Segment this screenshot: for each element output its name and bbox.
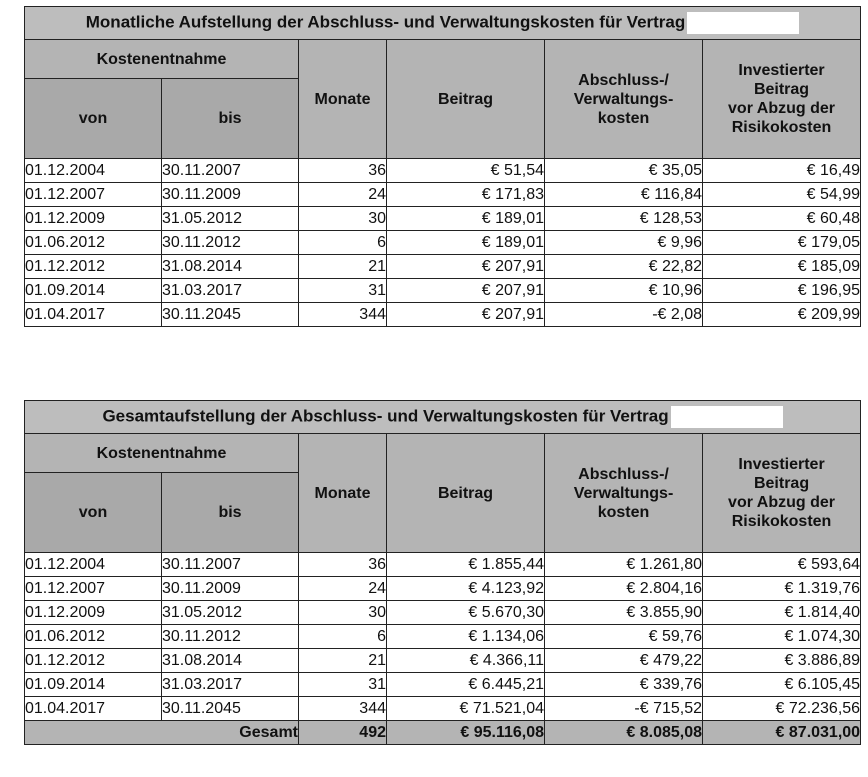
cell-abschluss: € 479,22 <box>545 649 703 673</box>
cell-abschluss: € 9,96 <box>545 231 703 255</box>
cell-abschluss: € 2.804,16 <box>545 577 703 601</box>
cell-abschluss: € 35,05 <box>545 159 703 183</box>
cell-bis: 30.11.2012 <box>162 231 299 255</box>
cell-von: 01.09.2014 <box>25 279 162 303</box>
cell-monate: 6 <box>299 625 387 649</box>
cell-abschluss: € 116,84 <box>545 183 703 207</box>
cell-monate: 24 <box>299 183 387 207</box>
cell-von: 01.12.2012 <box>25 649 162 673</box>
header-monate: Monate <box>299 434 387 553</box>
cell-investiert: € 593,64 <box>703 553 861 577</box>
cell-beitrag: € 4.123,92 <box>387 577 545 601</box>
sum-investiert: € 87.031,00 <box>703 721 861 745</box>
cell-beitrag: € 6.445,21 <box>387 673 545 697</box>
header-bis: bis <box>162 473 299 553</box>
sum-label: Gesamt <box>25 721 299 745</box>
cell-monate: 21 <box>299 649 387 673</box>
cell-bis: 31.08.2014 <box>162 255 299 279</box>
cell-bis: 30.11.2045 <box>162 303 299 327</box>
cell-bis: 31.05.2012 <box>162 207 299 231</box>
table-row <box>25 649 861 673</box>
cell-von: 01.12.2007 <box>25 577 162 601</box>
cell-von: 01.06.2012 <box>25 625 162 649</box>
cell-von: 01.09.2014 <box>25 673 162 697</box>
monthly-title: Monatliche Aufstellung der Abschluss- und Verwaltungskosten für Vertrag <box>85 12 686 32</box>
cell-abschluss: € 339,76 <box>545 673 703 697</box>
cell-beitrag: € 4.366,11 <box>387 649 545 673</box>
cell-investiert: € 1.814,40 <box>703 601 861 625</box>
cell-beitrag: € 207,91 <box>387 303 545 327</box>
total-title: Gesamtaufstellung der Abschluss- und Verwaltungskosten für Vertrag <box>102 406 669 426</box>
cell-abschluss: € 1.261,80 <box>545 553 703 577</box>
total-sum-row <box>25 721 861 745</box>
cell-beitrag: € 1.855,44 <box>387 553 545 577</box>
header-kostenentnahme: Kostenentnahme <box>25 434 299 473</box>
cell-bis: 31.03.2017 <box>162 279 299 303</box>
cell-von: 01.12.2004 <box>25 159 162 183</box>
cell-beitrag: € 189,01 <box>387 231 545 255</box>
table-title <box>25 401 861 434</box>
cell-von: 01.12.2009 <box>25 207 162 231</box>
table-row <box>25 577 861 601</box>
header-beitrag: Beitrag <box>387 40 545 159</box>
cell-bis: 31.05.2012 <box>162 601 299 625</box>
cell-investiert: € 72.236,56 <box>703 697 861 721</box>
cell-bis: 30.11.2007 <box>162 159 299 183</box>
cell-monate: 31 <box>299 279 387 303</box>
cell-abschluss: € 22,82 <box>545 255 703 279</box>
table-row <box>25 159 861 183</box>
cell-bis: 30.11.2009 <box>162 183 299 207</box>
cell-von: 01.12.2007 <box>25 183 162 207</box>
table-row <box>25 231 861 255</box>
total-cost-table <box>24 400 861 745</box>
cell-abschluss: € 3.855,90 <box>545 601 703 625</box>
table-row <box>25 673 861 697</box>
cell-beitrag: € 5.670,30 <box>387 601 545 625</box>
header-bis: bis <box>162 79 299 159</box>
cell-bis: 31.03.2017 <box>162 673 299 697</box>
cell-investiert: € 1.074,30 <box>703 625 861 649</box>
header-investiert: Investierter Beitrag vor Abzug der Risikokosten <box>703 40 861 159</box>
cell-investiert: € 3.886,89 <box>703 649 861 673</box>
table-row <box>25 697 861 721</box>
cell-beitrag: € 71.521,04 <box>387 697 545 721</box>
cell-investiert: € 179,05 <box>703 231 861 255</box>
cell-beitrag: € 207,91 <box>387 255 545 279</box>
cell-von: 01.04.2017 <box>25 697 162 721</box>
cell-investiert: € 60,48 <box>703 207 861 231</box>
sum-beitrag: € 95.116,08 <box>387 721 545 745</box>
cell-beitrag: € 51,54 <box>387 159 545 183</box>
table-row <box>25 279 861 303</box>
table-row <box>25 553 861 577</box>
cell-beitrag: € 207,91 <box>387 279 545 303</box>
header-beitrag: Beitrag <box>387 434 545 553</box>
table-row <box>25 625 861 649</box>
cell-von: 01.06.2012 <box>25 231 162 255</box>
table-title <box>25 7 861 40</box>
cell-investiert: € 1.319,76 <box>703 577 861 601</box>
sum-abschluss: € 8.085,08 <box>545 721 703 745</box>
header-investiert: Investierter Beitrag vor Abzug der Risikokosten <box>703 434 861 553</box>
monthly-cost-table <box>24 6 861 327</box>
cell-monate: 21 <box>299 255 387 279</box>
cell-investiert: € 16,49 <box>703 159 861 183</box>
cell-monate: 344 <box>299 303 387 327</box>
cell-beitrag: € 1.134,06 <box>387 625 545 649</box>
header-abschluss: Abschluss-/ Verwaltungs- kosten <box>545 40 703 159</box>
table-row <box>25 601 861 625</box>
header-von: von <box>25 79 162 159</box>
cell-monate: 30 <box>299 601 387 625</box>
cell-monate: 24 <box>299 577 387 601</box>
cell-monate: 36 <box>299 553 387 577</box>
cell-abschluss: € 59,76 <box>545 625 703 649</box>
cell-investiert: € 209,99 <box>703 303 861 327</box>
table-row <box>25 183 861 207</box>
cell-monate: 30 <box>299 207 387 231</box>
cell-bis: 30.11.2007 <box>162 553 299 577</box>
header-von: von <box>25 473 162 553</box>
cell-abschluss: € 10,96 <box>545 279 703 303</box>
cell-beitrag: € 171,83 <box>387 183 545 207</box>
redacted-contract-number <box>671 406 783 428</box>
redacted-contract-number <box>687 12 799 34</box>
cell-investiert: € 6.105,45 <box>703 673 861 697</box>
header-monate: Monate <box>299 40 387 159</box>
cell-abschluss: € 128,53 <box>545 207 703 231</box>
cell-monate: 6 <box>299 231 387 255</box>
cell-investiert: € 196,95 <box>703 279 861 303</box>
cell-abschluss: -€ 2,08 <box>545 303 703 327</box>
cell-investiert: € 54,99 <box>703 183 861 207</box>
table-row <box>25 207 861 231</box>
cell-monate: 31 <box>299 673 387 697</box>
cell-von: 01.12.2004 <box>25 553 162 577</box>
cell-bis: 30.11.2045 <box>162 697 299 721</box>
cell-monate: 36 <box>299 159 387 183</box>
cell-abschluss: -€ 715,52 <box>545 697 703 721</box>
cell-bis: 30.11.2009 <box>162 577 299 601</box>
cell-investiert: € 185,09 <box>703 255 861 279</box>
cell-von: 01.12.2012 <box>25 255 162 279</box>
cell-von: 01.04.2017 <box>25 303 162 327</box>
cell-bis: 30.11.2012 <box>162 625 299 649</box>
cell-von: 01.12.2009 <box>25 601 162 625</box>
sum-monate: 492 <box>299 721 387 745</box>
cell-bis: 31.08.2014 <box>162 649 299 673</box>
table-row <box>25 255 861 279</box>
table-row <box>25 303 861 327</box>
cell-monate: 344 <box>299 697 387 721</box>
header-abschluss: Abschluss-/ Verwaltungs- kosten <box>545 434 703 553</box>
header-kostenentnahme: Kostenentnahme <box>25 40 299 79</box>
cell-beitrag: € 189,01 <box>387 207 545 231</box>
